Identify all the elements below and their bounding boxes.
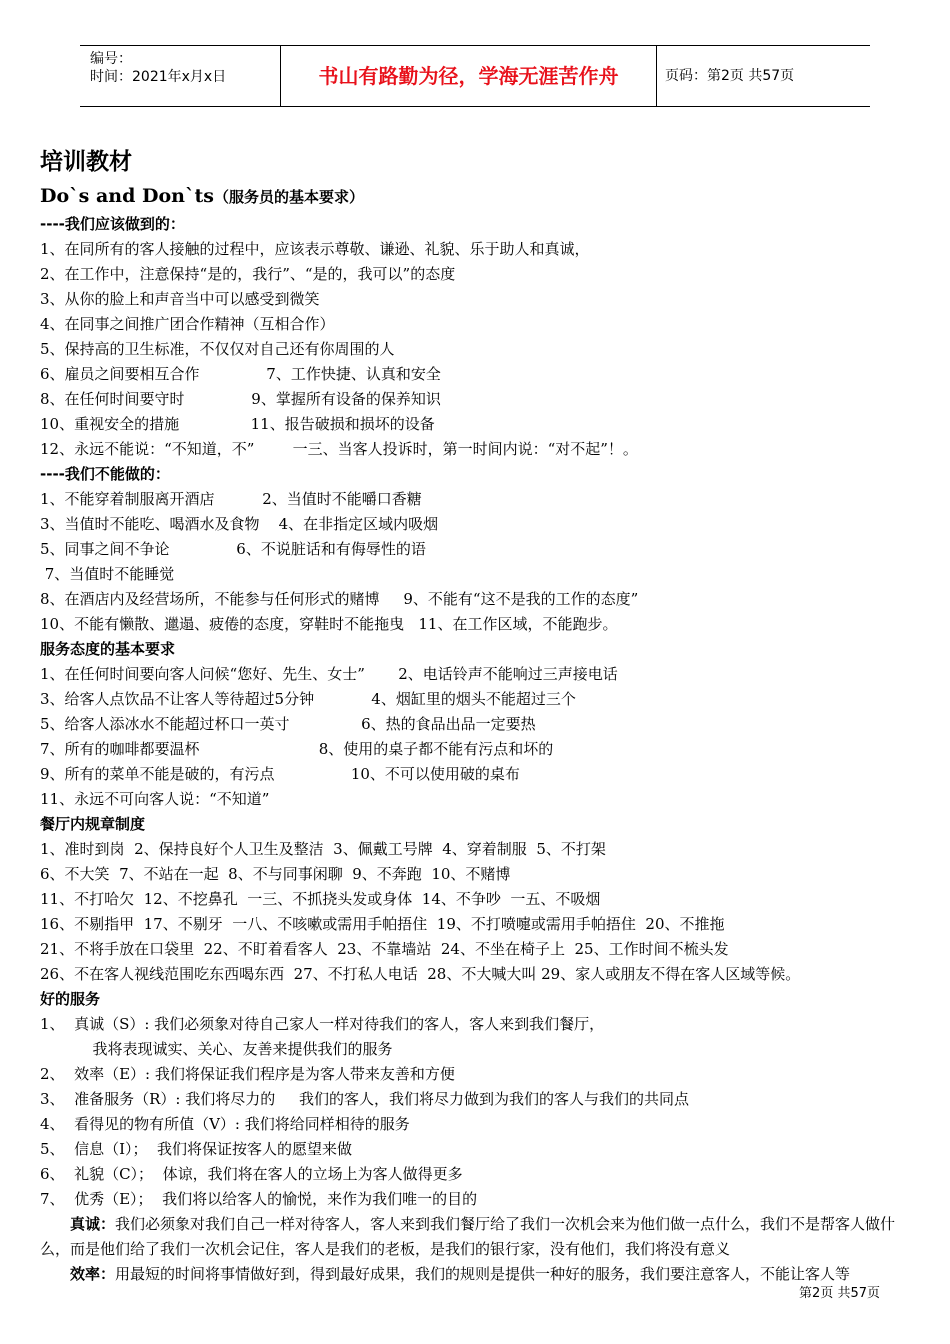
- paragraph-sincerity: [40, 1212, 920, 1262]
- list-item: 2、在工作中，注意保持“是的，我行”、“是的，我可以”的态度: [40, 265, 456, 283]
- list-item: 3、从你的脸上和声音当中可以感受到微笑: [40, 290, 320, 308]
- list-item: 4、 看得见的物有所值（V）: 我们将给同样相待的服务: [40, 1115, 410, 1133]
- list-item: 10、重视安全的措施 11、报告破损和损坏的设备: [40, 415, 435, 433]
- list-item: 8、在酒店内及经营场所，不能参与任何形式的赌博 9、不能有“这不是我的工作的态度”: [40, 590, 639, 608]
- list-donts: [40, 487, 920, 637]
- header-meta: [90, 50, 226, 86]
- list-attitude: [40, 662, 920, 812]
- list-item: 5、给客人添冰水不能超过杯口一英寸 6、热的食品出品一定要热: [40, 715, 536, 733]
- list-item: 21、不将手放在口袋里 22、不盯着看客人 23、不靠墙站 24、不坐在椅子上 25、工作时间不梳头发: [40, 940, 729, 958]
- list-dos: [40, 237, 920, 462]
- header-motto: 书山有路勤为径，学海无涯苦作舟: [280, 46, 657, 106]
- date-label: 时间：2021年x月x日: [90, 69, 227, 85]
- paragraph-efficiency-text: 用最短的时间将事情做好到，得到最好成果，我们的规则是提供一种好的服务，我们要注意客人，不能让客人等: [115, 1265, 851, 1283]
- list-item: 1、在任何时间要向客人问候“您好、先生、女士” 2、电话铃声不能响过三声接电话: [40, 665, 618, 683]
- list-item: 7、当值时不能睡觉: [40, 565, 175, 583]
- list-item: 6、 礼貌（C）； 体谅，我们将在客人的立场上为客人做得更多: [40, 1165, 463, 1183]
- list-item: 11、不打哈欠 12、不挖鼻孔 一三、不抓挠头发或身体 14、不争吵 一五、不吸烟: [40, 890, 601, 908]
- list-item: 1、在同所有的客人接触的过程中，应该表示尊敬、谦逊、礼貌、乐于助人和真诚，: [40, 240, 590, 258]
- paragraph-sincerity-text: 我们必须象对我们自己一样对待客人，客人来到我们餐厅给了我们一次机会来为他们做一点什么，我们不是帮客人做什么，而是他们给了我们一次机会记住，客人是我们的老板，是我们的银行家，没有他们，我们将没有意义: [40, 1215, 896, 1258]
- list-item: 7、 优秀（E）； 我们将以给客人的愉悦，来作为我们唯一的目的: [40, 1190, 478, 1208]
- document-subtitle: [40, 181, 920, 212]
- list-item: 5、保持高的卫生标准，不仅仅对自己还有你周围的人: [40, 340, 395, 358]
- document-title: 培训教材: [40, 149, 132, 175]
- number-label: 编号：: [90, 51, 132, 67]
- list-service: [40, 1012, 920, 1212]
- page-footer: 第2页 共57页: [799, 1286, 880, 1301]
- section-heading-rules: 餐厅内规章制度: [40, 815, 146, 833]
- list-rules: [40, 837, 920, 987]
- list-item: 我将表现诚实、关心、友善来提供我们的服务: [40, 1040, 393, 1058]
- list-item: 8、在任何时间要守时 9、掌握所有设备的保养知识: [40, 390, 441, 408]
- paragraph-efficiency-label: 效率：: [70, 1265, 116, 1283]
- paragraph-efficiency: [40, 1262, 920, 1287]
- list-item: 1、不能穿着制服离开酒店 2、当值时不能嚼口香糖: [40, 490, 422, 508]
- list-item: 3、 准备服务（R）: 我们将尽力的 我们的客人，我们将尽力做到为我们的客人与我们的共同点: [40, 1090, 690, 1108]
- list-item: 4、在同事之间推广团合作精神（互相合作）: [40, 315, 335, 333]
- list-item: 12、永远不能说：“不知道，不” 一三、当客人投诉时，第一时间内说：“对不起”！。: [40, 440, 638, 458]
- list-item: 6、雇员之间要相互合作 7、工作快捷、认真和安全: [40, 365, 441, 383]
- list-item: 2、 效率（E）: 我们将保证我们程序是为客人带来友善和方便: [40, 1065, 455, 1083]
- list-item: 7、所有的咖啡都要温杯 8、使用的桌子都不能有污点和坏的: [40, 740, 554, 758]
- page-header: [80, 45, 870, 107]
- header-page-info: 页码：第2页 共57页: [665, 68, 795, 84]
- list-item: 26、不在客人视线范围吃东西喝东西 27、不打私人电话 28、不大喊大叫 29、家人或朋友不得在客人区域等候。: [40, 965, 801, 983]
- document-body: [40, 145, 920, 1287]
- list-item: 5、 信息（I）； 我们将保证按客人的愿望来做: [40, 1140, 353, 1158]
- subtitle-cn: （服务员的基本要求）: [213, 188, 364, 206]
- list-item: 16、不剔指甲 17、不剔牙 一八、不咳嗽或需用手帕捂住 19、不打喷嚏或需用手帕捂住 20、不推拖: [40, 915, 725, 933]
- list-item: 6、不大笑 7、不站在一起 8、不与同事闲聊 9、不奔跑 10、不赌博: [40, 865, 511, 883]
- section-heading-attitude: 服务态度的基本要求: [40, 640, 176, 658]
- list-item: 5、同事之间不争论 6、不说脏话和有侮辱性的语: [40, 540, 426, 558]
- list-item: 10、不能有懒散、邋遢、疲倦的态度，穿鞋时不能拖曳 11、在工作区域，不能跑步。: [40, 615, 618, 633]
- list-item: 9、所有的菜单不能是破的，有污点 10、不可以使用破的桌布: [40, 765, 520, 783]
- list-item: 3、给客人点饮品不让客人等待超过5分钟 4、烟缸里的烟头不能超过三个: [40, 690, 576, 708]
- list-item: 1、准时到岗 2、保持良好个人卫生及整洁 3、佩戴工号牌 4、穿着制服 5、不打架: [40, 840, 606, 858]
- list-item: 1、 真诚（S）: 我们必须象对待自己家人一样对待我们的客人，客人来到我们餐厅，: [40, 1015, 605, 1033]
- section-heading-service: 好的服务: [40, 990, 101, 1008]
- section-heading-dos: ----我们应该做到的：: [40, 215, 185, 233]
- section-heading-donts: ----我们不能做的：: [40, 465, 170, 483]
- paragraph-sincerity-label: 真诚：: [70, 1215, 116, 1233]
- list-item: 3、当值时不能吃、喝酒水及食物 4、在非指定区域内吸烟: [40, 515, 439, 533]
- list-item: 11、永远不可向客人说：“不知道”: [40, 790, 270, 808]
- subtitle-en: Do`s and Don`ts: [40, 185, 214, 207]
